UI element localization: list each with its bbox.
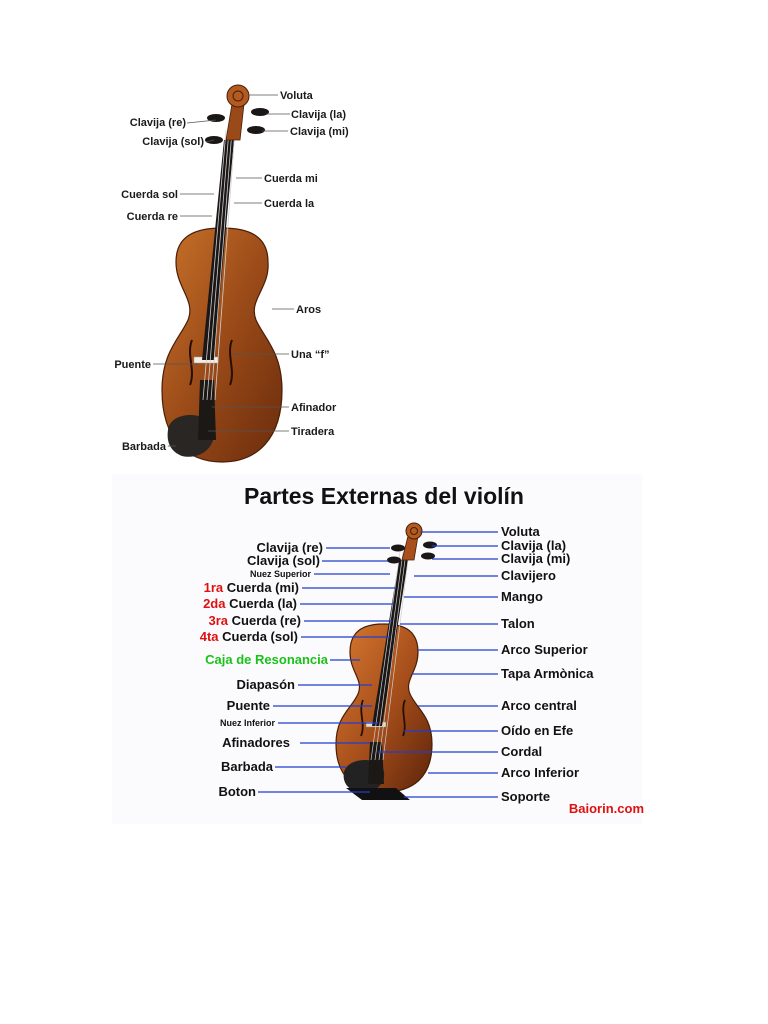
- label-voluta: Voluta: [280, 90, 313, 102]
- label-talon: Talon: [501, 616, 535, 631]
- label-soporte: Soporte: [501, 789, 551, 804]
- label-voluta: Voluta: [501, 524, 540, 539]
- label-clavija-sol: Clavija (sol): [247, 553, 320, 568]
- label-diapason: Diapasón: [236, 677, 295, 692]
- label-boton: Boton: [218, 784, 256, 799]
- label-clavija-la: Clavija (la): [501, 538, 567, 553]
- peg-icon: [423, 542, 437, 549]
- label-cuerda-sol: Cuerda sol: [121, 189, 178, 201]
- label-arco-inferior: Arco Inferior: [501, 765, 580, 780]
- label-tiradera: Tiradera: [291, 426, 335, 438]
- label-clavija-sol: Clavija (sol): [142, 136, 204, 148]
- scroll-icon: [227, 85, 249, 107]
- label-una-f: Una “f”: [291, 349, 330, 361]
- label-aros: Aros: [296, 304, 322, 316]
- label-puente: Puente: [114, 359, 151, 371]
- pegbox: [226, 104, 244, 140]
- peg-icon: [247, 126, 265, 134]
- label-nuez-inferior: Nuez Inferior: [219, 718, 275, 728]
- label-4ta-cuerda: 4ta Cuerda (sol): [199, 629, 298, 644]
- label-clavija-mi: Clavija (mi): [290, 126, 349, 138]
- label-barbada: Barbada: [121, 441, 166, 453]
- label-afinadores: Afinadores: [222, 735, 290, 750]
- label-puente: Puente: [226, 698, 270, 713]
- label-nuez-superior: Nuez Superior: [249, 569, 311, 579]
- peg-icon: [391, 545, 405, 552]
- label-oido-en-efe: Oído en Efe: [501, 723, 574, 738]
- label-tapa-armonica: Tapa Armònica: [501, 666, 594, 681]
- label-caja-de-resonancia: Caja de Resonancia: [205, 652, 328, 667]
- label-clavija-re: Clavija (re): [256, 540, 323, 555]
- label-cuerda-re: Cuerda re: [126, 211, 178, 223]
- label-3ra-cuerda: 3ra Cuerda (re): [208, 613, 301, 628]
- label-arco-central: Arco central: [501, 698, 577, 713]
- scroll-icon: [406, 523, 422, 539]
- label-barbada: Barbada: [220, 759, 273, 774]
- label-mango: Mango: [501, 589, 543, 604]
- peg-icon: [387, 557, 401, 564]
- label-cordal: Cordal: [501, 744, 543, 759]
- diagram-2-title: Partes Externas del violín: [244, 483, 524, 509]
- label-1ra-cuerda: 1ra Cuerda (mi): [203, 580, 299, 595]
- credit-baiorin: Baiorin.com: [568, 801, 644, 816]
- label-clavija-re: Clavija (re): [129, 117, 186, 129]
- tailpiece: [368, 742, 384, 784]
- label-2da-cuerda: 2da Cuerda (la): [203, 596, 297, 611]
- peg-icon: [251, 108, 269, 116]
- label-cuerda-la: Cuerda la: [264, 198, 315, 210]
- label-afinador: Afinador: [291, 402, 337, 414]
- label-cuerda-mi: Cuerda mi: [264, 173, 318, 185]
- label-clavija-mi: Clavija (mi): [501, 551, 571, 566]
- label-clavija-la: Clavija (la): [291, 109, 347, 121]
- label-arco-superior: Arco Superior: [501, 642, 588, 657]
- label-clavijero: Clavijero: [501, 568, 556, 583]
